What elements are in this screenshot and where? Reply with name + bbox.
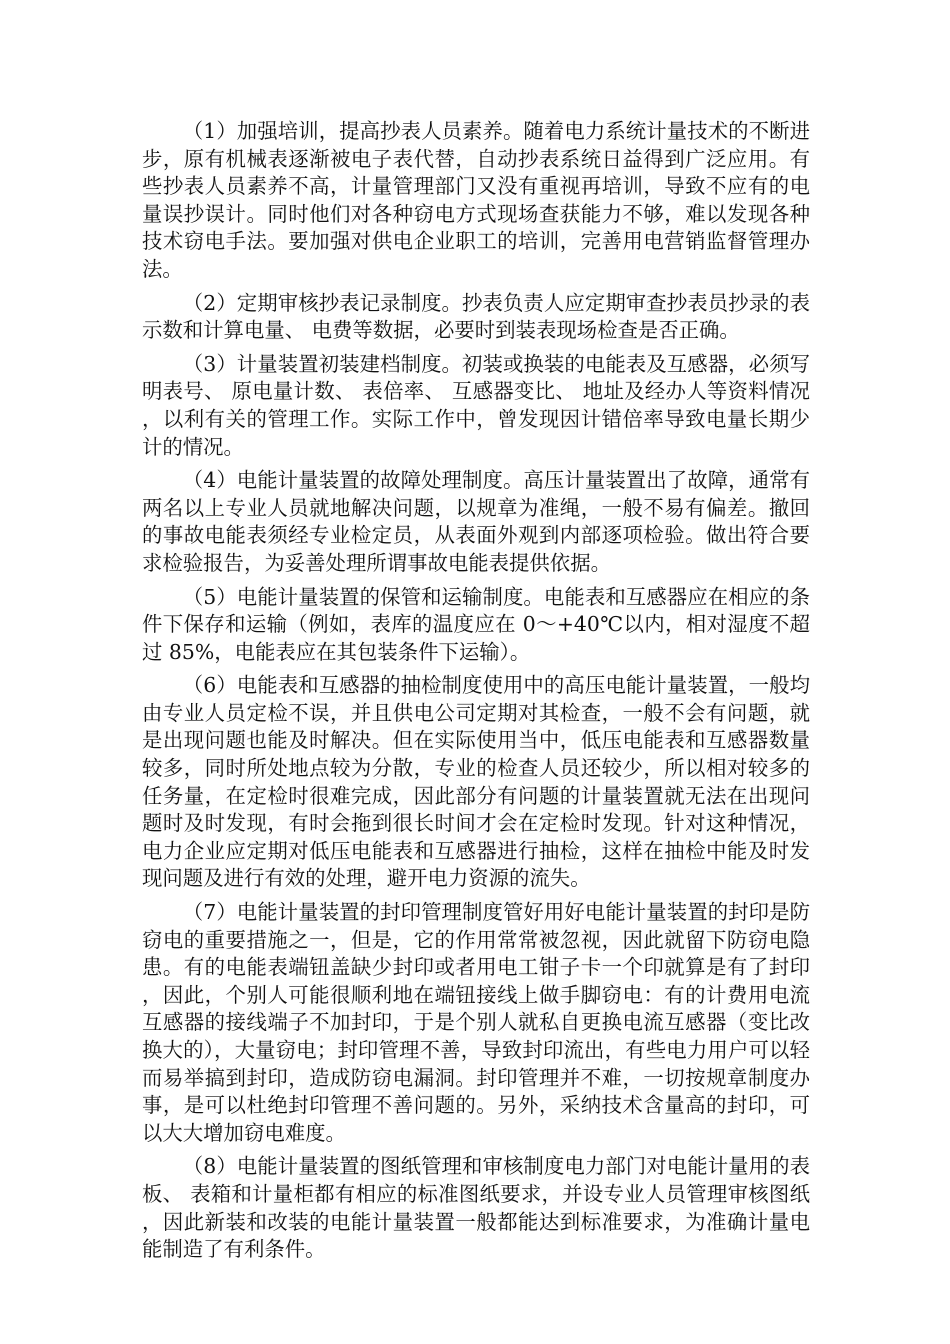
document-body (142, 118, 810, 1270)
paragraph-2: （2）定期审核抄表记录制度。抄表负责人应定期审查抄表员抄录的表示数和计算电量、 电费等数据，必要时到装表现场检查是否正确。 (142, 290, 810, 343)
paragraph-1: （1）加强培训，提高抄表人员素养。随着电力系统计量技术的不断进步，原有机械表逐渐被电子表代替，自动抄表系统日益得到广泛应用。有些抄表人员素养不高，计量管理部门又没有重视再培训，导致不应有的电量误抄误计。同时他们对各种窃电方式现场查获能力不够，难以发现各种技术窃电手法。要加强对供电企业职工的培训，完善用电营销监督管理办法。 (142, 119, 810, 281)
paragraph-7: （7）电能计量装置的封印管理制度管好用好电能计量装置的封印是防窃电的重要措施之一，但是，它的作用常常被忽视，因此就留下防窃电隐患。有的电能表端钮盖缺少封印或者用电工钳子卡一个印就算是有了封印，因此，个别人可能很顺利地在端钮接线上做手脚窃电：有的计费用电流互感器的接线端子不加封印，于是个别人就私自更换电流互感器（变比改换大的），大量窃电；封印管理不善，导致封印流出，有些电力用户可以轻而易举搞到封印，造成防窃电漏洞。封印管理并不难，一切按规章制度办事，是可以杜绝封印管理不善问题的。另外，采纳技术含量高的封印，可以大大增加窃电难度。 (142, 900, 810, 1145)
paragraph-5: （5）电能计量装置的保管和运输制度。电能表和互感器应在相应的条件下保存和运输（例如，表库的温度应在 0～+40℃以内，相对湿度不超过 85%，电能表应在其包装条件下运输）。 (142, 584, 810, 664)
paragraph-3: （3）计量装置初装建档制度。初装或换装的电能表及互感器，必须写明表号、 原电量计数、 表倍率、 互感器变比、 地址及经办人等资料情况，以利有关的管理工作。实际工作中，曾发现因计错倍率导致电量长期少计的情况。 (142, 351, 810, 459)
paragraph-8: （8）电能计量装置的图纸管理和审核制度电力部门对电能计量用的表板、 表箱和计量柜都有相应的标准图纸要求，并设专业人员管理审核图纸，因此新装和改装的电能计量装置一般都能达到标准要求，为准确计量电能制造了有利条件。 (142, 1154, 810, 1262)
paragraph-4: （4）电能计量装置的故障处理制度。高压计量装置出了故障，通常有两名以上专业人员就地解决问题，以规章为准绳，一般不易有偏差。撤回的事故电能表须经专业检定员，从表面外观到内部逐项检验。做出符合要求检验报告，为妥善处理所谓事故电能表提供依据。 (142, 468, 810, 575)
paragraph-6: （6）电能表和互感器的抽检制度使用中的高压电能计量装置，一般均由专业人员定检不误，并且供电公司定期对其检查，一般不会有问题，就是出现问题也能及时解决。但在实际使用当中，低压电能表和互感器数量较多，同时所处地点较为分散，专业的检查人员还较少，所以相对较多的任务量，在定检时很难完成，因此部分有问题的计量装置就无法在出现问题时及时发现，有时会拖到很长时间才会在定检时发现。针对这种情况，电力企业应定期对低压电能表和互感器进行抽检，这样在抽检中能及时发现问题及进行有效的处理，避开电力资源的流失。 (142, 673, 810, 891)
